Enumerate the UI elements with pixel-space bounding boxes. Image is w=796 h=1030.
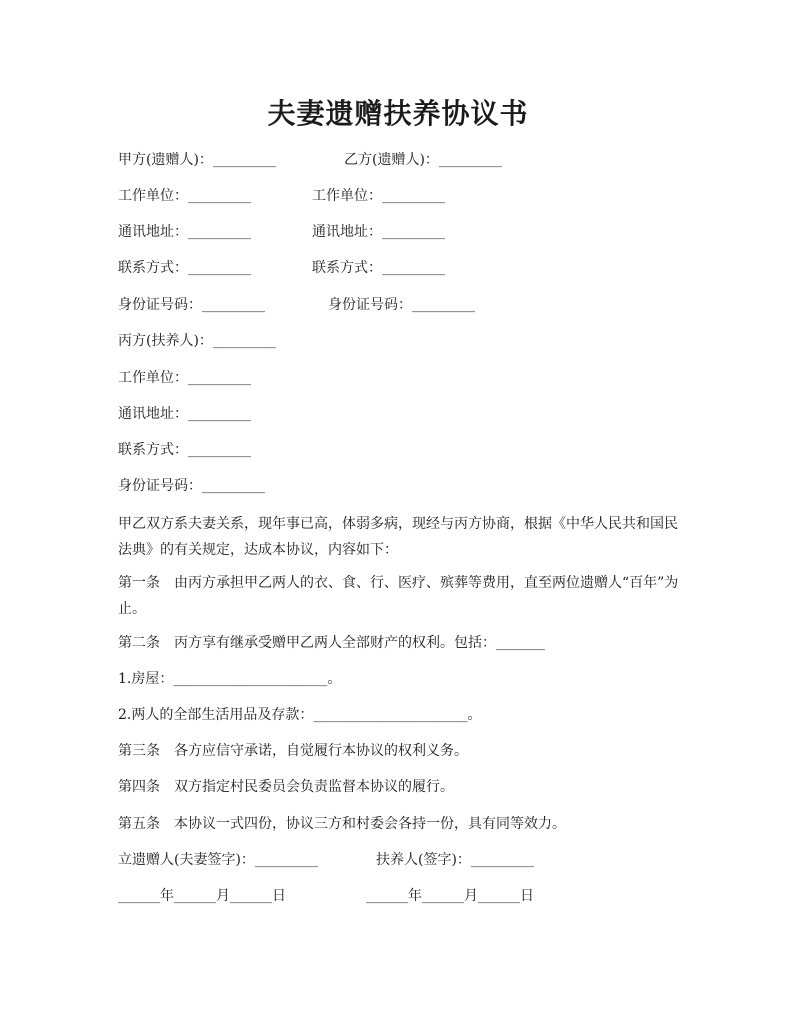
bequeather-signature-field: 立遗赠人(夫妻签字)：_________	[118, 852, 318, 868]
address-b-field: 通讯地址：_________	[312, 224, 445, 240]
id-row	[118, 295, 475, 315]
id-b-field: 身份证号码：_________	[328, 297, 475, 313]
party-b-field: 乙方(遗赠人)：_________	[344, 152, 502, 168]
id-c-field: 身份证号码：_________	[118, 478, 265, 494]
date-right-field: ______年______月______日	[366, 888, 534, 904]
id-a-field: 身份证号码：_________	[118, 297, 265, 313]
item-1-house: 1.房屋：______________________。	[118, 671, 342, 687]
supporter-signature-field: 扶养人(签字)：_________	[376, 852, 534, 868]
work-unit-a-field: 工作单位：_________	[118, 188, 251, 204]
address-row	[118, 222, 445, 242]
document-title: 夫妻遗赠扶养协议书	[267, 97, 529, 130]
contact-a-field: 联系方式：_________	[118, 260, 251, 276]
contact-row	[118, 258, 445, 278]
contact-c-field: 联系方式：_________	[118, 442, 251, 458]
intro-paragraph: 甲乙双方系夫妻关系，现年事已高，体弱多病，现经与丙方协商，根据《中华人民共和国民法典》的有关规定，达成本协议，内容如下：	[118, 516, 678, 558]
contact-b-field: 联系方式：_________	[312, 260, 445, 276]
date-row	[118, 886, 534, 906]
party-c-field: 丙方(扶养人)：_________	[118, 333, 276, 349]
article-3: 第三条 各方应信守承诺，自觉履行本协议的权利义务。	[118, 743, 468, 759]
article-4: 第四条 双方指定村民委员会负责监督本协议的履行。	[118, 779, 454, 795]
work-unit-row	[118, 186, 445, 206]
article-2: 第二条 丙方享有继承受赠甲乙两人全部财产的权利。包括：_______	[118, 635, 545, 651]
party-a-field: 甲方(遗赠人)：_________	[118, 152, 276, 168]
signature-row	[118, 850, 534, 870]
work-unit-b-field: 工作单位：_________	[312, 188, 445, 204]
item-2-belongings: 2.两人的全部生活用品及存款：______________________。	[118, 707, 482, 723]
article-1: 第一条 由丙方承担甲乙两人的衣、食、行、医疗、殡葬等费用，直至两位遗赠人“百年”为止。	[118, 575, 679, 617]
work-unit-c-field: 工作单位：_________	[118, 370, 251, 386]
date-left-field: ______年______月______日	[118, 888, 286, 904]
party-a-b-row	[118, 150, 502, 170]
article-5: 第五条 本协议一式四份，协议三方和村委会各持一份，具有同等效力。	[118, 816, 566, 832]
address-a-field: 通讯地址：_________	[118, 224, 251, 240]
address-c-field: 通讯地址：_________	[118, 406, 251, 422]
